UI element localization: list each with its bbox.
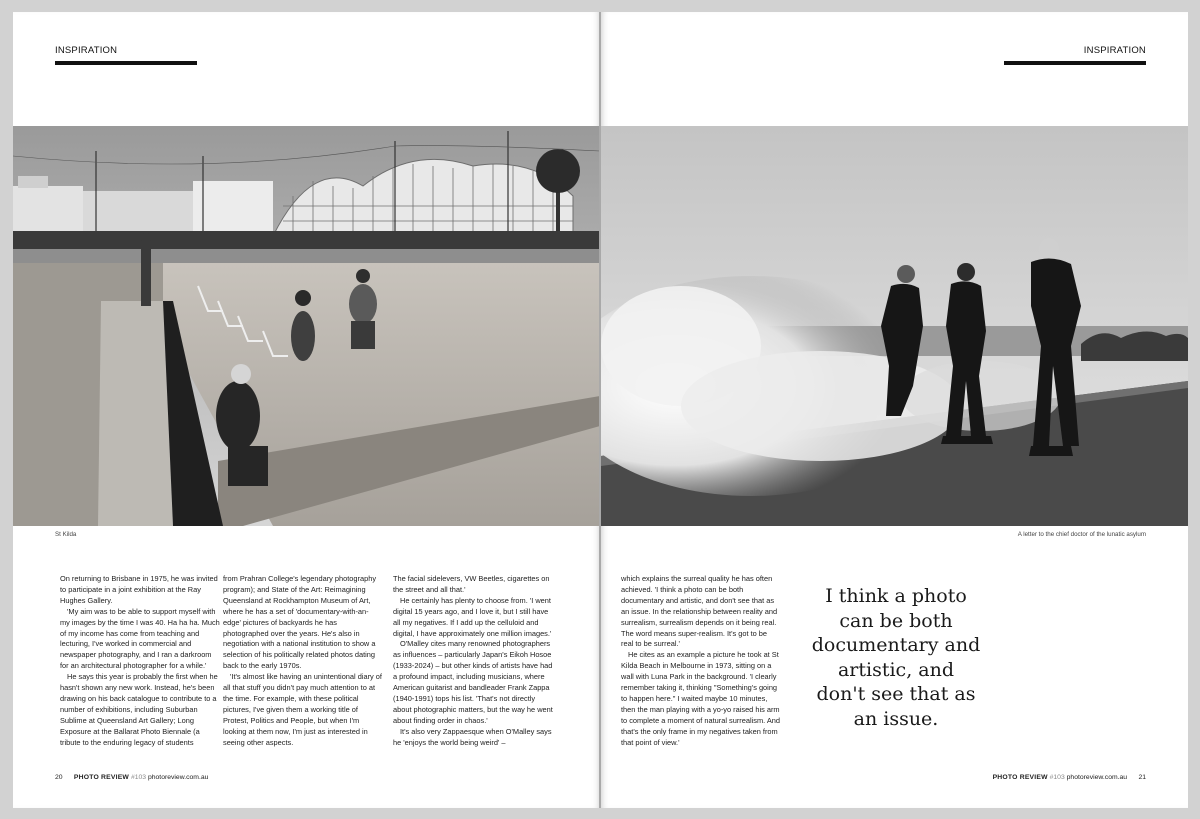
paragraph: It's also very Zappaesque when O'Malley says he 'enjoys the world being weird' – [393,726,552,747]
website-link[interactable]: photoreview.com.au [147,774,209,781]
paragraph: He certainly has plenty to choose from. 'I went digital 15 years ago, and I love it, but I still have all my negatives. If I add up the celluloid and digital, I have approximately one million images.' [393,595,552,638]
paragraph: O'Malley cites many renowned photographers as influences – particularly Japan's Eikoh Hosoe (1933-2024) – but other kinds of artists have had a profound impact, including musicians, where American guitarist and bandleader Frank Zappa (1940-1991) tops his list. 'That's not directly about photographic matters, but the way he went about finding order in chaos.' [393,639,553,725]
paragraph: He says this year is probably the first when he hasn't shown any new work. Instead, he's been drawing on his back catalogue to contribute to a number of exhibitions, including Suburban Sublime at Queensland Art Gallery; Long Exposure at the Ballarat Photo Biennale (a tribute to the enduring legacy of students [60,672,218,747]
magazine-name: PHOTO REVIEW [73,774,130,781]
right-page [601,12,1188,808]
paragraph: 'My aim was to be able to support myself with my images by the time I was 40. Ha ha ha. Much of my income has come from teaching and lecturing, I've worked in commercial and newspaper photography, and I ran a darkroom for an architectural photographer for a while.' [60,606,220,671]
paragraph: The facial sidelevers, VW Beetles, cigarettes on the street and all that.' [393,574,550,594]
left-page [13,12,600,808]
folio-right [993,774,1146,781]
website-link[interactable]: photoreview.com.au [1066,774,1128,781]
caption-right: A letter to the chief doctor of the lunatic asylum [1017,531,1146,538]
photo-wave-wetsuits [601,126,1188,526]
body-column-4 [621,574,781,749]
photo-st-kilda [13,126,600,526]
issue-number: #103 [1049,774,1065,781]
paragraph: He cites as an example a picture he took at St Kilda Beach in Melbourne in 1973, sitting on a wall with Luna Park in the background. 'I clearly remember taking it, thinking "Something's going to happen here." I waited maybe 10 minutes, then the man playing with a yo-yo raised his arm to complete a moment of natural surrealism. And that's the only frame in my negatives taken from that point of view.' [621,650,780,747]
body-column-2 [223,574,383,749]
paragraph: which explains the surreal quality he has often achieved. 'I think a photo can be both documentary and artistic, and don't see that as an issue. In the relationship between reality and surrealism, surrealism depends on it being real. The word means super-realism. It's got to be real to be surreal.' [621,574,778,649]
issue-number: #103 [130,774,147,781]
section-rule-right [1004,61,1146,65]
section-label-left: INSPIRATION [55,45,118,56]
body-column-3 [393,574,553,749]
body-column-1 [60,574,220,749]
pull-quote: I think a photo can be both documentary and artistic, and don't see that as an issue. [811,585,981,730]
st-kilda-image [13,126,600,526]
section-label-right: INSPIRATION [1083,45,1146,56]
paragraph: On returning to Brisbane in 1975, he was invited to participate in a joint exhibition at the Ray Hughes Gallery. [60,574,218,605]
caption-left: St Kilda [55,531,77,538]
paragraph: 'It's almost like having an unintentional diary of all that stuff you didn't pay much attention to at the time. For example, with these political pictures, I've given them a working title of Protest, Politics and People, but when I'm looking at them now, I'm just as interested in seeing other aspects. [223,672,382,747]
magazine-name: PHOTO REVIEW [992,774,1048,781]
section-rule-left [55,61,197,65]
page-number-left: 20 [55,774,63,781]
page-number-right: 21 [1138,774,1146,781]
wetsuit-wave-image [601,126,1188,526]
folio-left [55,774,208,781]
paragraph: from Prahran College's legendary photography program); and State of the Art: Reimagining Queensland at Rockhampton Museum of Art, where he has a set of 'documentary-with-an-edge' pictures of backyards he has photographed over the years. He's also in negotiation with a national institution to show a selection of his politically related photos dating back to the early 1970s. [223,574,377,671]
